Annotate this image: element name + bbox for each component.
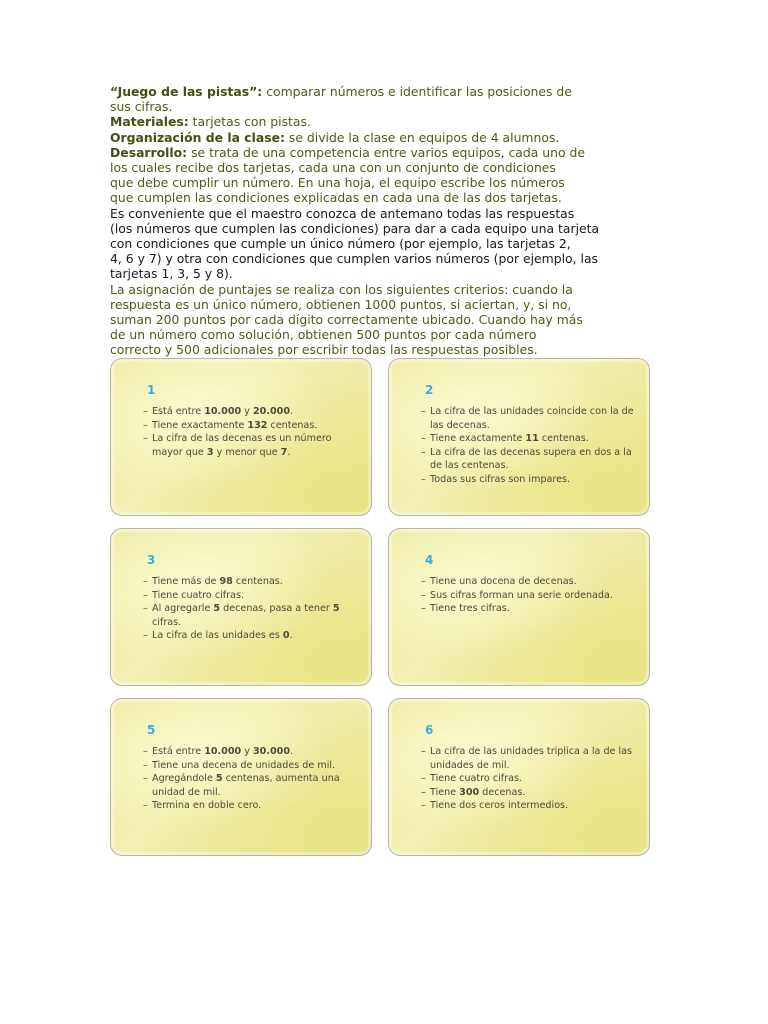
card-clue-list bbox=[143, 405, 361, 459]
card-clue: – Tiene una docena de decenas. bbox=[421, 575, 639, 589]
development-line bbox=[110, 145, 630, 160]
card-clue: – Tiene dos ceros intermedios. bbox=[421, 799, 639, 813]
card-clue: – Todas sus cifras son impares. bbox=[421, 473, 639, 487]
development-label: Desarrollo: bbox=[110, 144, 188, 160]
card-clue: – Termina en doble cero. bbox=[143, 799, 361, 813]
card-clue: – La cifra de las decenas supera en dos a la de las centenas. bbox=[421, 446, 639, 473]
card-clue: – Tiene tres cifras. bbox=[421, 602, 639, 616]
card-clue: – Tiene exactamente 132 centenas. bbox=[143, 419, 361, 433]
card-number: 2 bbox=[425, 383, 434, 397]
card-clue: – Agregándole 5 centenas, aumenta una unidad de mil. bbox=[143, 772, 361, 799]
paragraph-line: 4, 6 y 7) y otra con condiciones que cumplen varios números (por ejemplo, las bbox=[110, 251, 598, 267]
teacher-paragraph bbox=[110, 206, 630, 282]
paragraph-line: con condiciones que cumple un único número (por ejemplo, las tarjetas 2, bbox=[110, 236, 571, 252]
card-clue: – Sus cifras forman una serie ordenada. bbox=[421, 589, 639, 603]
card-clue: – La cifra de las unidades coincide con la de las decenas. bbox=[421, 405, 639, 432]
paragraph-line: Es conveniente que el maestro conozca de antemano todas las respuestas bbox=[110, 205, 575, 221]
clue-cards-figure bbox=[110, 358, 656, 858]
card-number: 1 bbox=[147, 383, 156, 397]
organization-line bbox=[110, 130, 630, 145]
card-clue: – Está entre 10.000 y 30.000. bbox=[143, 745, 361, 759]
card-clue: – Tiene más de 98 centenas. bbox=[143, 575, 361, 589]
paragraph-line: correcto y 500 adicionales por escribir todas las respuestas posibles. bbox=[110, 342, 538, 358]
clue-card-1 bbox=[110, 358, 372, 516]
title-line bbox=[110, 84, 630, 99]
paragraph-line: (los números que cumplen las condiciones) para dar a cada equipo una tarjeta bbox=[110, 220, 600, 236]
card-clue: – Tiene una decena de unidades de mil. bbox=[143, 759, 361, 773]
development-line-3: que debe cumplir un número. En una hoja, el equipo escribe los números bbox=[110, 175, 565, 191]
card-clue: – Al agregarle 5 decenas, pasa a tener 5 cifras. bbox=[143, 602, 361, 629]
card-number: 6 bbox=[425, 723, 434, 737]
paragraph-line: La asignación de puntajes se realiza con los siguientes criterios: cuando la bbox=[110, 281, 573, 297]
card-clue: – La cifra de las unidades triplica a la de las unidades de mil. bbox=[421, 745, 639, 772]
scoring-paragraph bbox=[110, 282, 630, 358]
card-clue: – La cifra de las decenas es un número mayor que 3 y menor que 7. bbox=[143, 432, 361, 459]
clue-card-5 bbox=[110, 698, 372, 856]
card-number: 3 bbox=[147, 553, 156, 567]
card-clue: – Tiene cuatro cifras. bbox=[421, 772, 639, 786]
card-clue-list bbox=[421, 575, 639, 616]
card-clue-list bbox=[421, 745, 639, 813]
materials-label: Materiales: bbox=[110, 114, 189, 130]
organization-text: se divide la clase en equipos de 4 alumnos. bbox=[284, 129, 560, 145]
materials-line bbox=[110, 114, 630, 129]
card-clue: – Tiene cuatro cifras. bbox=[143, 589, 361, 603]
paragraph-line: de un número como solución, obtienen 500 puntos por cada número bbox=[110, 327, 537, 343]
clue-card-6 bbox=[388, 698, 650, 856]
card-number: 4 bbox=[425, 553, 434, 567]
paragraph-line: tarjetas 1, 3, 5 y 8). bbox=[110, 266, 233, 282]
card-number: 5 bbox=[147, 723, 156, 737]
organization-label: Organización de la clase: bbox=[110, 129, 285, 145]
clue-card-3 bbox=[110, 528, 372, 686]
title-line-2: sus cifras. bbox=[110, 99, 173, 115]
card-clue: – Tiene exactamente 11 centenas. bbox=[421, 432, 639, 446]
development-line-2: los cuales recibe dos tarjetas, cada una con un conjunto de condiciones bbox=[110, 160, 556, 176]
paragraph-line: suman 200 puntos por cada dígito correctamente ubicado. Cuando hay más bbox=[110, 312, 583, 328]
card-clue-list bbox=[421, 405, 639, 487]
card-clue-list bbox=[143, 575, 361, 643]
clue-card-2 bbox=[388, 358, 650, 516]
document-text bbox=[110, 84, 630, 358]
card-clue: – Está entre 10.000 y 20.000. bbox=[143, 405, 361, 419]
paragraph-line: respuesta es un único número, obtienen 1000 puntos, si aciertan, y, si no, bbox=[110, 296, 572, 312]
development-line-4: que cumplen las condiciones explicadas en cada una de las dos tarjetas. bbox=[110, 190, 562, 206]
intro-section bbox=[110, 84, 630, 206]
title-label: “Juego de las pistas”: bbox=[110, 84, 263, 99]
materials-text: tarjetas con pistas. bbox=[188, 114, 311, 130]
clue-card-4 bbox=[388, 528, 650, 686]
development-text: se trata de una competencia entre varios equipos, cada uno de bbox=[187, 144, 585, 160]
title-text: comparar números e identificar las posiciones de bbox=[262, 84, 572, 99]
card-clue: – La cifra de las unidades es 0. bbox=[143, 629, 361, 643]
card-clue-list bbox=[143, 745, 361, 813]
card-clue: – Tiene 300 decenas. bbox=[421, 786, 639, 800]
